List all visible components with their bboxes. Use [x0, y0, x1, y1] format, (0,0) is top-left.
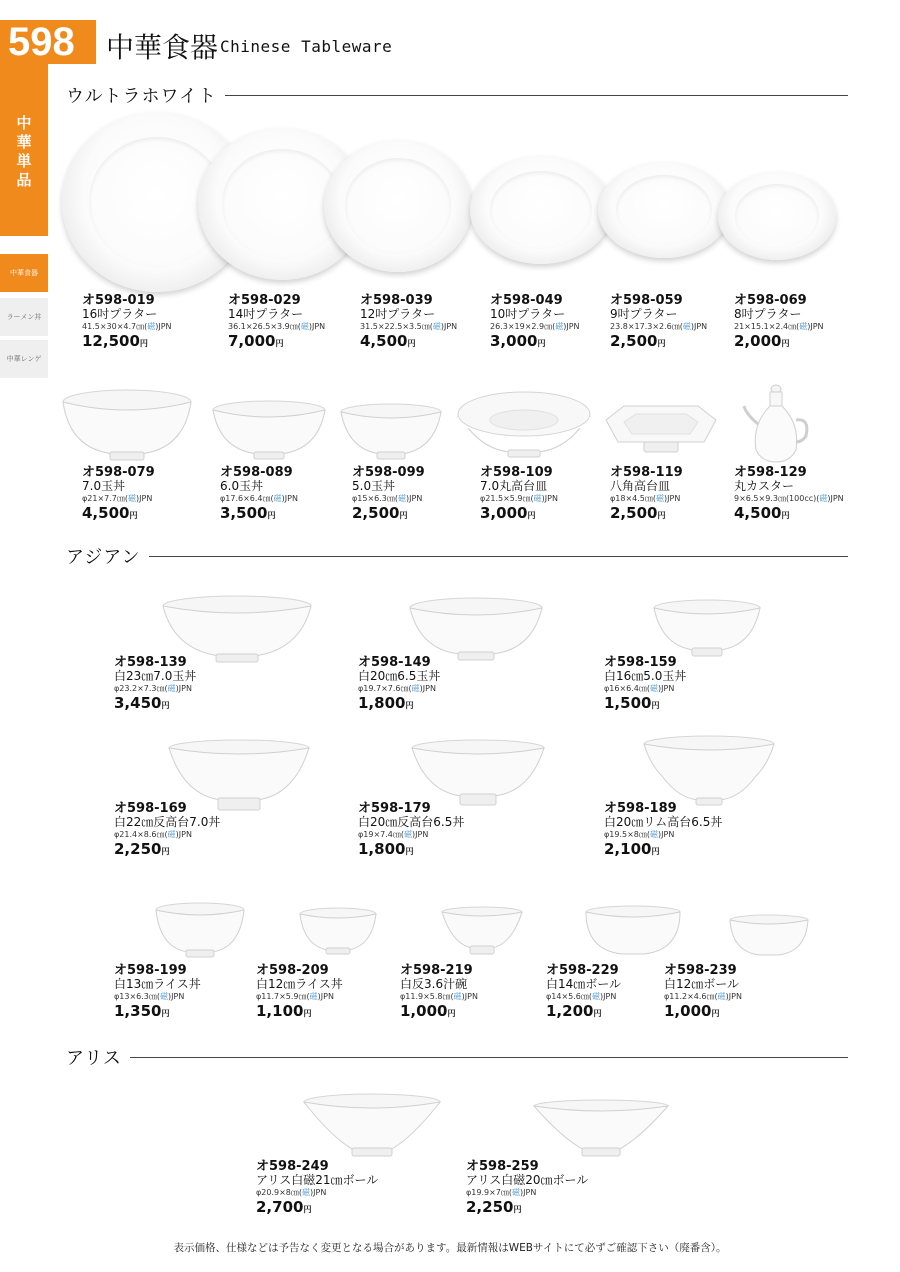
sidebar-category [0, 64, 48, 236]
product-item [220, 466, 370, 525]
product-dimensions: φ11.2×4.6㎝(磁)JPN [664, 992, 742, 1001]
platter-12-photo [324, 140, 472, 272]
product-code: オ598-189 [604, 801, 677, 816]
product-name: 白16㎝5.0玉丼 [604, 669, 687, 683]
product-code: オ598-219 [400, 963, 473, 978]
product-dimensions: φ19.5×8㎝(磁)JPN [604, 830, 675, 839]
product-dimensions: φ15×6.3㎝(磁)JPN [352, 494, 423, 503]
product-code: オ598-079 [82, 465, 155, 480]
product-price: 7,000円 [228, 332, 284, 350]
product-dimensions: φ23.2×7.3㎝(磁)JPN [114, 684, 192, 693]
product-name: 14吋プラター [228, 307, 304, 321]
product-item [256, 964, 406, 1023]
sidebar-tab-chinese-spoons[interactable]: 中華レンゲ [0, 340, 48, 378]
product-code: オ598-229 [546, 963, 619, 978]
product-price: 1,100円 [256, 1002, 312, 1020]
product-name: 白23㎝7.0玉丼 [114, 669, 197, 683]
material-mark: 磁 [512, 1188, 521, 1197]
product-item [114, 964, 264, 1023]
product-code: オ598-149 [358, 655, 431, 670]
product-price: 3,000円 [490, 332, 546, 350]
product-dimensions: φ21×7.7㎝(磁)JPN [82, 494, 153, 503]
product-dimensions: φ19.7×7.6㎝(磁)JPN [358, 684, 436, 693]
product-price: 3,500円 [220, 504, 276, 522]
product-name: 9吋プラター [610, 307, 678, 321]
bowl-7-photo [60, 388, 194, 464]
product-code: オ598-049 [490, 293, 563, 308]
material-mark: 磁 [309, 992, 318, 1001]
product-name: 白20㎝反高台6.5丼 [358, 815, 465, 829]
product-code: オ598-179 [358, 801, 431, 816]
product-item [604, 802, 754, 861]
product-dimensions: φ17.6×6.4㎝(磁)JPN [220, 494, 298, 503]
product-name: 白反3.6汁碗 [400, 977, 468, 991]
white-20cm-rim-bowl-photo [642, 734, 776, 808]
product-code: オ598-129 [734, 465, 807, 480]
page-subtitle: Chinese Tableware [220, 37, 393, 56]
white-14cm-bowl-photo [584, 904, 682, 960]
product-name: 白12㎝ボール [664, 977, 740, 991]
product-dimensions: φ19×7.4㎝(磁)JPN [358, 830, 429, 839]
bowl-6-photo [210, 400, 328, 462]
material-mark: 磁 [717, 992, 726, 1001]
page-number: 598 [0, 20, 96, 64]
product-price: 4,500円 [360, 332, 416, 350]
product-item [256, 1160, 406, 1219]
product-code: オ598-139 [114, 655, 187, 670]
product-code: オ598-209 [256, 963, 329, 978]
material-mark: 磁 [533, 494, 542, 503]
product-dimensions: φ11.9×5.8㎝(磁)JPN [400, 992, 478, 1001]
material-mark: 磁 [302, 1188, 311, 1197]
product-dimensions: φ21.4×8.6㎝(磁)JPN [114, 830, 192, 839]
product-name: 白13㎝ライス丼 [114, 977, 201, 991]
product-item [466, 1160, 616, 1219]
product-dimensions: φ16×6.4㎝(磁)JPN [604, 684, 675, 693]
material-mark: 磁 [167, 830, 176, 839]
product-name: アリス白磁21㎝ボール [256, 1173, 379, 1187]
alice-21cm-bowl-photo [302, 1092, 442, 1162]
product-item [82, 294, 232, 353]
product-dimensions: φ14×5.6㎝(磁)JPN [546, 992, 617, 1001]
product-item [358, 802, 508, 861]
product-code: オ598-119 [610, 465, 683, 480]
white-20cm-footed-bowl-photo [410, 738, 546, 810]
product-name: 7.0丸高台皿 [480, 479, 548, 493]
product-price: 2,100円 [604, 840, 660, 858]
product-code: オ598-029 [228, 293, 301, 308]
product-name: 8吋プラター [734, 307, 802, 321]
platter-10-photo [470, 156, 612, 264]
alice-20cm-bowl-photo [532, 1098, 670, 1162]
material-mark: 磁 [167, 684, 176, 693]
product-dimensions: φ11.7×5.9㎝(磁)JPN [256, 992, 334, 1001]
white-12cm-bowl-photo [728, 914, 810, 960]
product-dimensions: φ21.5×5.9㎝(磁)JPN [480, 494, 558, 503]
product-price: 1,800円 [358, 694, 414, 712]
footer-disclaimer: 表示価格、仕様などは予告なく変更となる場合があります。最新情報はWEBサイトにて必ずご確認下さい（廃番含）。 [173, 1242, 727, 1254]
material-mark: 磁 [432, 322, 441, 331]
material-mark: 磁 [160, 992, 169, 1001]
product-code: オ598-199 [114, 963, 187, 978]
bowl-5-photo [338, 402, 444, 462]
material-mark: 磁 [128, 494, 137, 503]
product-price: 1,500円 [604, 694, 660, 712]
product-dimensions: φ20.9×8㎝(磁)JPN [256, 1188, 327, 1197]
product-code: オ598-239 [664, 963, 737, 978]
product-item [228, 294, 378, 353]
sidebar-tab-chinese-tableware[interactable]: 中華食器 [0, 254, 48, 292]
product-name: 7.0玉丼 [82, 479, 126, 493]
section-heading-alice: アリス [66, 1044, 130, 1070]
product-price: 3,450円 [114, 694, 170, 712]
product-price: 2,000円 [734, 332, 790, 350]
product-dimensions: φ13×6.3㎝(磁)JPN [114, 992, 185, 1001]
section-divider [70, 556, 848, 557]
product-name: 白14㎝ボール [546, 977, 622, 991]
product-name: 5.0玉丼 [352, 479, 396, 493]
product-item [664, 964, 814, 1023]
product-dimensions: 23.8×17.3×2.6㎝(磁)JPN [610, 322, 708, 331]
section-heading-asian: アジアン [66, 543, 149, 569]
material-mark: 磁 [799, 322, 808, 331]
product-price: 4,500円 [82, 504, 138, 522]
product-name: 10吋プラター [490, 307, 566, 321]
product-item [114, 802, 264, 861]
material-mark: 磁 [555, 322, 564, 331]
product-item [82, 466, 232, 525]
product-item [604, 656, 754, 715]
product-item [360, 294, 510, 353]
material-mark: 磁 [300, 322, 309, 331]
product-item [734, 294, 884, 353]
section-divider [70, 1057, 848, 1058]
material-mark: 磁 [656, 494, 665, 503]
platter-8-photo [718, 172, 836, 260]
platter-9-photo [598, 162, 730, 258]
product-price: 2,500円 [352, 504, 408, 522]
product-name: 八角高台皿 [610, 479, 671, 493]
product-name: アリス白磁20㎝ボール [466, 1173, 589, 1187]
section-heading-ultra-white: ウルトラホワイト [66, 82, 225, 108]
product-name: 白12㎝ライス丼 [256, 977, 343, 991]
product-dimensions: 41.5×30×4.7㎝(磁)JPN [82, 322, 172, 331]
material-mark: 磁 [398, 494, 407, 503]
material-mark: 磁 [650, 684, 659, 693]
product-code: オ598-069 [734, 293, 807, 308]
product-dimensions: φ18×4.5㎝(磁)JPN [610, 494, 681, 503]
product-name: 12吋プラター [360, 307, 436, 321]
white-20cm-bowl-photo [408, 596, 544, 664]
sidebar-category-label: 中華単品 [16, 114, 32, 189]
material-mark: 磁 [819, 494, 828, 503]
white-13cm-rice-bowl-photo [154, 902, 246, 960]
product-price: 1,350円 [114, 1002, 170, 1020]
product-code: オ598-259 [466, 1159, 539, 1174]
product-name: 白20㎝6.5玉丼 [358, 669, 441, 683]
product-price: 4,500円 [734, 504, 790, 522]
product-item [400, 964, 550, 1023]
product-name: 16吋プラター [82, 307, 158, 321]
product-name: 白20㎝リム高台6.5丼 [604, 815, 723, 829]
white-16cm-bowl-photo [652, 598, 762, 660]
material-mark: 磁 [682, 322, 691, 331]
material-mark: 磁 [592, 992, 601, 1001]
product-price: 1,800円 [358, 840, 414, 858]
product-dimensions: φ19.9×7㎝(磁)JPN [466, 1188, 537, 1197]
product-code: オ598-019 [82, 293, 155, 308]
product-dimensions: 26.3×19×2.9㎝(磁)JPN [490, 322, 580, 331]
product-name: 白22㎝反高台7.0丼 [114, 815, 221, 829]
material-mark: 磁 [273, 494, 282, 503]
product-price: 2,250円 [466, 1198, 522, 1216]
material-mark: 磁 [404, 830, 413, 839]
white-soup-bowl-photo [440, 906, 524, 958]
product-price: 2,250円 [114, 840, 170, 858]
product-item [480, 466, 630, 525]
product-price: 12,500円 [82, 332, 148, 350]
product-item [114, 656, 264, 715]
product-code: オ598-109 [480, 465, 553, 480]
product-dimensions: 9×6.5×9.3㎝(100cc)(磁)JPN [734, 494, 844, 503]
product-dimensions: 31.5×22.5×3.5㎝(磁)JPN [360, 322, 458, 331]
white-12cm-rice-bowl-photo [298, 906, 378, 958]
product-dimensions: 36.1×26.5×3.9㎝(磁)JPN [228, 322, 326, 331]
product-code: オ598-159 [604, 655, 677, 670]
product-name: 丸カスター [734, 479, 795, 493]
product-code: オ598-039 [360, 293, 433, 308]
page-title: 中華食器 [106, 31, 219, 64]
product-item [734, 466, 884, 525]
material-mark: 磁 [147, 322, 156, 331]
product-code: オ598-169 [114, 801, 187, 816]
material-mark: 磁 [453, 992, 462, 1001]
product-code: オ598-249 [256, 1159, 329, 1174]
round-footed-plate-photo [456, 390, 592, 462]
product-price: 1,000円 [664, 1002, 720, 1020]
product-price: 2,500円 [610, 504, 666, 522]
octagon-footed-plate-photo [604, 402, 718, 460]
product-code: オ598-099 [352, 465, 425, 480]
cruet-photo [742, 384, 812, 466]
product-price: 1,200円 [546, 1002, 602, 1020]
sidebar-tab-ramen-bowls[interactable]: ラーメン丼 [0, 298, 48, 336]
product-price: 2,500円 [610, 332, 666, 350]
product-code: オ598-089 [220, 465, 293, 480]
product-price: 1,000円 [400, 1002, 456, 1020]
product-price: 2,700円 [256, 1198, 312, 1216]
product-code: オ598-059 [610, 293, 683, 308]
product-dimensions: 21×15.1×2.4㎝(磁)JPN [734, 322, 824, 331]
product-item [358, 656, 508, 715]
material-mark: 磁 [650, 830, 659, 839]
material-mark: 磁 [411, 684, 420, 693]
product-name: 6.0玉丼 [220, 479, 264, 493]
product-price: 3,000円 [480, 504, 536, 522]
